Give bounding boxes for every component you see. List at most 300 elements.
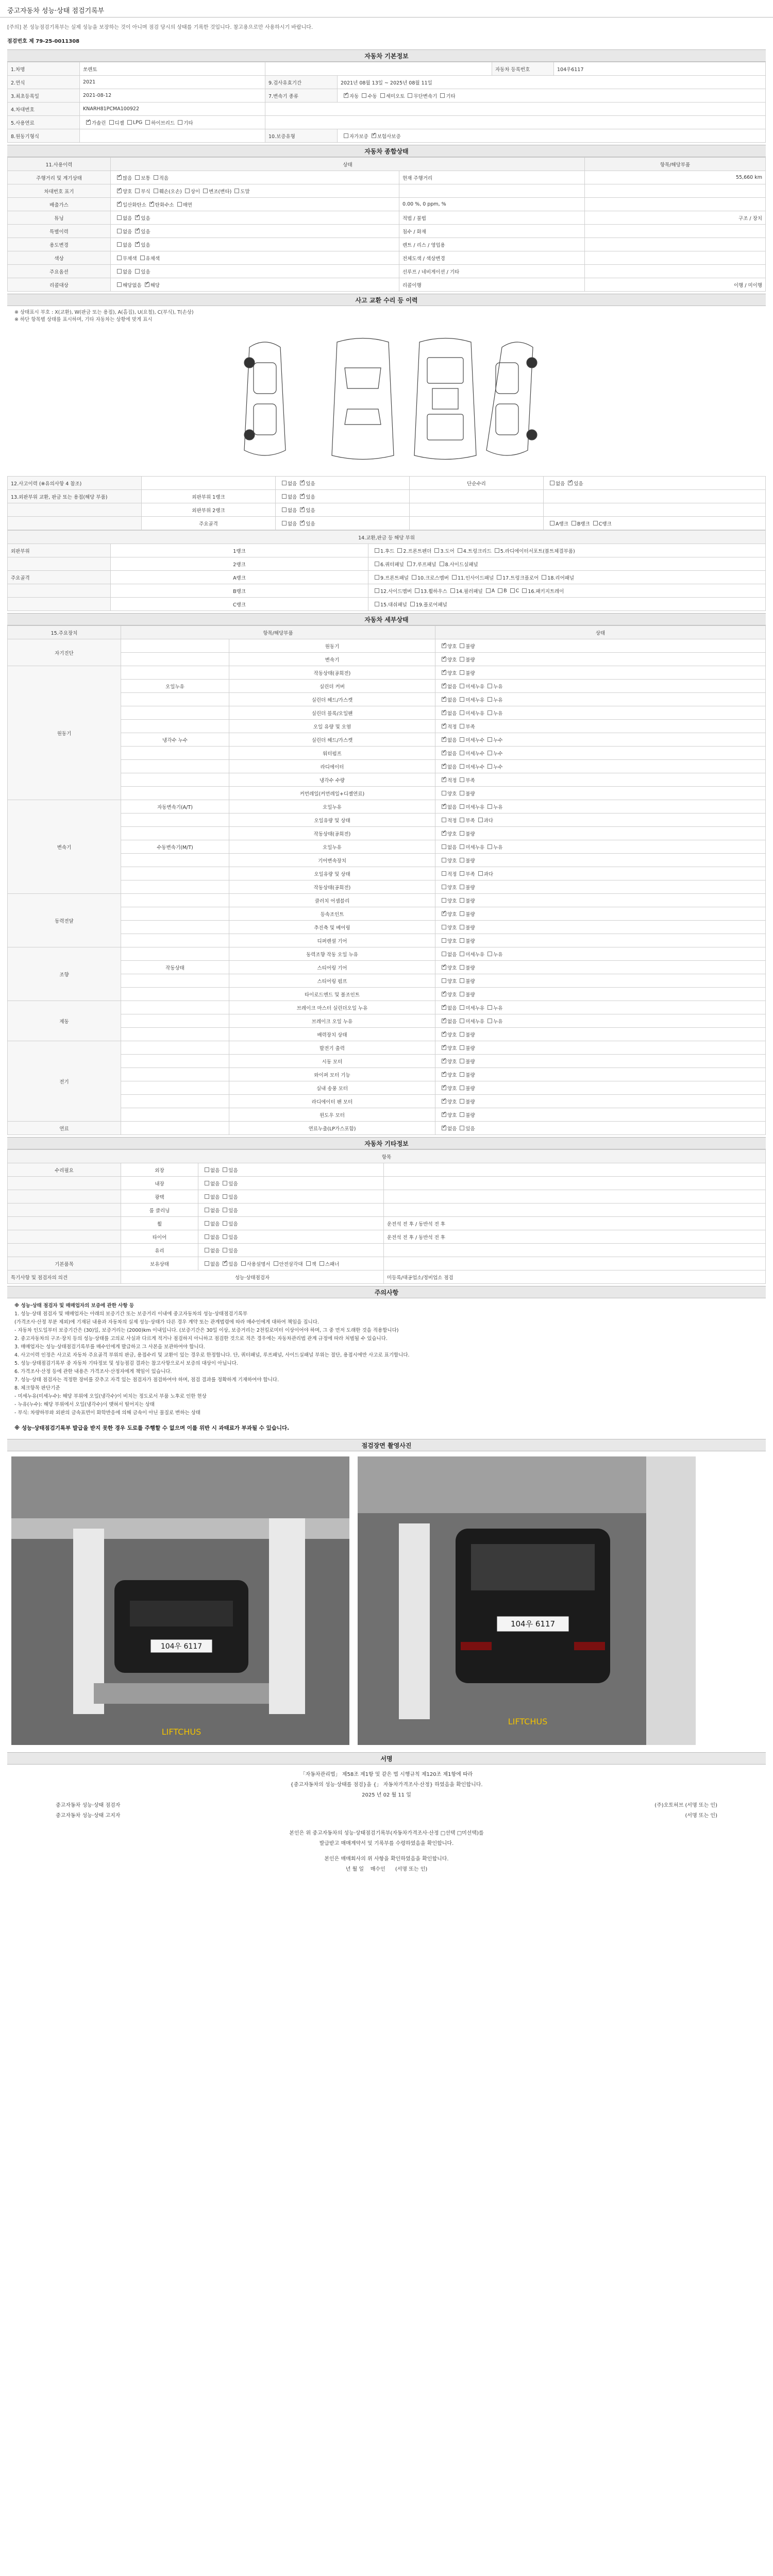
- checkbox: [460, 710, 464, 715]
- checkbox-label: 없음: [447, 751, 457, 757]
- general-row-label: 특별이력: [8, 225, 111, 238]
- detail-item: 발전기 출력: [229, 1041, 435, 1055]
- checkbox-label: A: [491, 588, 495, 594]
- checkbox-label: 적정: [447, 777, 457, 784]
- detail-status: [435, 706, 766, 720]
- checkbox-label: 없음: [288, 494, 297, 500]
- general-col-status: 상태: [111, 158, 585, 171]
- checkbox-label: 안전삼각대: [279, 1261, 303, 1267]
- general-row-note: 현재 주행거리: [399, 171, 585, 184]
- detail-item: 변속기: [229, 653, 435, 666]
- checkbox: [300, 521, 305, 526]
- checkbox: [178, 120, 182, 125]
- checkbox-label: 없음: [447, 844, 457, 851]
- note-line: 5. 성능·상태점검기록부 중 자동차 기타정보 및 성능점검 결과는 참고사항으로서 보증의 대상이 아닙니다.: [14, 1361, 238, 1366]
- checkbox-label: 양호: [447, 643, 457, 650]
- accident-legend-1: ※ 상태표시 부호 : X(교환), W(판금 또는 용접), A(흠집), U(요철), C(부식), T(손상): [14, 310, 194, 315]
- signature-line-1: 「자동차관리법」 제58조 제1항 및 같은 법 시행규칙 제120조 제1항에 따라: [300, 1772, 473, 1777]
- checkbox: [442, 1112, 446, 1117]
- accident-row-extra: [544, 477, 766, 490]
- checkbox-label: 없음: [210, 1234, 220, 1241]
- checkbox-label: 상이: [190, 189, 200, 195]
- other-item: 유리: [121, 1244, 198, 1257]
- checkbox: [460, 818, 464, 822]
- checkbox: [460, 1126, 464, 1130]
- detail-status: [435, 1041, 766, 1055]
- detail-status: [435, 1108, 766, 1122]
- detail-sub: [121, 907, 229, 921]
- checkbox-label: 부족: [465, 871, 475, 877]
- note-line: 6. 가격조사·산정 등에 관한 내용은 가격조사·산정자에게 책임이 있습니다.: [14, 1369, 172, 1375]
- accident-history-title: 사고 교환 수리 등 이력: [7, 294, 766, 306]
- checkbox-label: 무채색: [123, 256, 137, 262]
- detail-status: [435, 680, 766, 693]
- detail-item: 실린더 블록/오일팬: [229, 706, 435, 720]
- detail-sub: 냉각수 누수: [121, 733, 229, 747]
- checkbox: [460, 764, 464, 769]
- checkbox-label: 양호: [447, 1072, 457, 1078]
- accident-row-extra: [544, 490, 766, 503]
- checkbox: [344, 133, 348, 138]
- checkbox: [488, 697, 492, 702]
- parts-rank: A랭크: [111, 571, 368, 584]
- detail-sub: [121, 988, 229, 1001]
- parts-items: [368, 557, 766, 571]
- accident-legend-2: ※ 하단 항목별 상태를 표시하며, 기타 자동차는 상황에 맞게 표시: [14, 317, 153, 323]
- detail-status: [435, 988, 766, 1001]
- checkbox: [440, 93, 445, 98]
- checkbox-label: 적정: [447, 724, 457, 730]
- checkbox: [442, 925, 446, 929]
- checkbox: [117, 202, 122, 207]
- checkbox-label: 있음: [228, 1167, 238, 1174]
- detail-status: [435, 827, 766, 840]
- detail-item: 라디에이터 팬 모터: [229, 1095, 435, 1108]
- checkbox: [442, 643, 446, 648]
- checkbox-label: 있음: [306, 507, 315, 514]
- checkbox: [205, 1248, 209, 1252]
- checkbox: [408, 93, 412, 98]
- checkbox-label: 자동: [349, 93, 359, 99]
- checkbox-label: 15.대쉬패널: [380, 602, 407, 608]
- parts-row: [8, 598, 766, 611]
- other-row: [8, 1204, 766, 1217]
- checkbox-label: 있음: [228, 1181, 238, 1187]
- detail-sub: [121, 867, 229, 880]
- detail-group: 연료: [8, 1122, 121, 1135]
- detail-sub: [121, 1068, 229, 1081]
- checkbox: [460, 1099, 464, 1104]
- detail-row: [8, 947, 766, 961]
- checkbox: [460, 1045, 464, 1050]
- checkbox: [488, 844, 492, 849]
- inspect-period-value: 2021년 08월 13일 ~ 2025년 08월 11일: [338, 76, 766, 89]
- checkbox: [410, 602, 415, 606]
- detail-row: [8, 693, 766, 706]
- checkbox-label: 2.프론트펜더: [403, 548, 432, 554]
- checkbox: [442, 871, 446, 876]
- detail-group: 조향: [8, 947, 121, 1001]
- plate-rear: 104우 6117: [510, 1619, 556, 1629]
- detail-item: 오일누유: [229, 840, 435, 854]
- checkbox-label: 미세누유: [465, 844, 485, 851]
- checkbox-label: 9.프론트패널: [380, 575, 409, 581]
- checkbox-label: 도말: [240, 189, 250, 195]
- checkbox-label: 보통: [141, 175, 150, 181]
- other-extra: [384, 1204, 766, 1217]
- checkbox-label: 탄화수소: [155, 202, 174, 208]
- checkbox-label: 불량: [465, 831, 475, 837]
- detail-sub: [121, 1001, 229, 1014]
- checkbox-label: 많음: [123, 175, 132, 181]
- detail-status: [435, 1122, 766, 1135]
- checkbox: [375, 575, 379, 580]
- checkbox: [135, 215, 140, 220]
- detail-sub: [121, 1055, 229, 1068]
- checkbox: [460, 791, 464, 795]
- detail-row: [8, 854, 766, 867]
- checkbox: [223, 1221, 227, 1226]
- inspection-photo-front: [11, 1456, 349, 1745]
- detail-sub: [121, 666, 229, 680]
- detail-status: [435, 800, 766, 814]
- checkbox: [495, 548, 499, 553]
- general-row-value: [585, 265, 766, 278]
- checkbox-label: 3.도어: [440, 548, 455, 554]
- detail-status: [435, 760, 766, 773]
- checkbox-label: 불량: [465, 670, 475, 676]
- confirm-line-2: 발급받고 매매계약서 및 기록부를 수령하였음을 확인합니다.: [319, 1841, 454, 1846]
- detail-item: 실린더 헤드/가스켓: [229, 733, 435, 747]
- checkbox: [460, 952, 464, 956]
- detail-sub: [121, 814, 229, 827]
- detail-status: [435, 814, 766, 827]
- other-item: 광택: [121, 1190, 198, 1204]
- other-options: [198, 1204, 384, 1217]
- checkbox: [407, 562, 412, 566]
- checkbox-label: 양호: [447, 831, 457, 837]
- detail-row: [8, 1014, 766, 1028]
- general-row: [8, 265, 766, 278]
- checkbox: [572, 521, 576, 526]
- detail-status: [435, 1095, 766, 1108]
- confirm-date: [14, 1865, 759, 1875]
- checkbox-label: C: [515, 588, 519, 594]
- detail-row: [8, 787, 766, 800]
- checkbox: [135, 242, 140, 247]
- warranty-label: 10.보증유형: [265, 129, 338, 143]
- notes-head: ※ 성능·상태 점검자 및 매매업자의 보증에 관한 사항 등: [14, 1303, 135, 1309]
- checkbox-label: 있음: [141, 242, 150, 248]
- note-line: - 부식: 차량하부와 외판의 금속표면이 화학반응에 의해 금속이 아닌 물질로 변하는 상태: [14, 1410, 201, 1416]
- doc-number-label: 점검번호: [7, 39, 27, 44]
- general-row: [8, 171, 766, 184]
- checkbox-label: 사용설명서: [246, 1261, 271, 1267]
- general-row-options: [111, 171, 399, 184]
- first-reg-label: 3.최초등록일: [8, 89, 80, 103]
- checkbox: [460, 978, 464, 983]
- checkbox-label: 있음: [306, 521, 315, 527]
- detail-sub: [121, 827, 229, 840]
- checkbox: [397, 548, 402, 553]
- notifier-sign: (서명 또는 인): [685, 1813, 717, 1819]
- checkbox: [145, 120, 150, 125]
- checkbox: [460, 1019, 464, 1023]
- checkbox: [442, 1099, 446, 1104]
- detail-status: [435, 693, 766, 706]
- checkbox: [117, 269, 122, 274]
- checkbox: [372, 133, 376, 138]
- detail-status: [435, 666, 766, 680]
- notifier-label: 중고자동차 성능·상태 고지자: [56, 1813, 121, 1819]
- checkbox: [542, 575, 546, 580]
- detail-item: 오일유량 및 상태: [229, 814, 435, 827]
- other-extra: [384, 1244, 766, 1257]
- checkbox-label: 과다: [483, 871, 494, 877]
- checkbox: [442, 791, 446, 795]
- detail-status: [435, 747, 766, 760]
- checkbox-label: 누유: [493, 844, 503, 851]
- detail-row: [8, 747, 766, 760]
- checkbox: [86, 120, 91, 125]
- checkbox: [460, 1059, 464, 1063]
- checkbox: [442, 858, 446, 862]
- notice-text: [주의] 본 성능점검기록부는 실제 성능을 보장하는 것이 아니며 점검 당시의 상태를 기록한 것입니다. 참고용으로만 사용하시기 바랍니다.: [7, 25, 313, 30]
- general-row-label: 색상: [8, 251, 111, 265]
- checkbox-label: 없음: [123, 229, 132, 235]
- checkbox-label: 미세누유: [465, 697, 485, 703]
- checkbox-label: 미세누수: [465, 764, 485, 770]
- other-item: 타이어: [121, 1230, 198, 1244]
- photos-block: [7, 1451, 766, 1750]
- detail-sub: [121, 760, 229, 773]
- general-row-label: 배출가스: [8, 198, 111, 211]
- checkbox: [223, 1167, 227, 1172]
- detail-item: 추진축 및 베어링: [229, 921, 435, 934]
- detail-item: 클러치 어셈블리: [229, 894, 435, 907]
- fuel-options: [80, 116, 265, 129]
- checkbox: [117, 215, 122, 220]
- detail-item: 타이로드엔드 및 볼조인트: [229, 988, 435, 1001]
- checkbox-label: 불량: [465, 1112, 475, 1118]
- detail-sub: [121, 773, 229, 787]
- general-row-label: 주요옵션: [8, 265, 111, 278]
- checkbox-label: 누수: [493, 737, 503, 743]
- other-info-title: 자동차 기타정보: [7, 1137, 766, 1149]
- other-row: [8, 1230, 766, 1244]
- checkbox-label: 있음: [228, 1194, 238, 1200]
- checkbox-label: 미세누유: [465, 1005, 485, 1011]
- checkbox: [460, 938, 464, 943]
- checkbox: [442, 952, 446, 956]
- detail-sub: [121, 894, 229, 907]
- checkbox-label: 있음: [141, 215, 150, 222]
- detail-item: 배력장치 상태: [229, 1028, 435, 1041]
- other-row: [8, 1177, 766, 1190]
- checkbox-label: 누수: [493, 764, 503, 770]
- detail-row: [8, 934, 766, 947]
- detail-row: [8, 720, 766, 733]
- checkbox-label: 4.트렁크리드: [463, 548, 492, 554]
- general-row-label: 튜닝: [8, 211, 111, 225]
- detail-row: [8, 1122, 766, 1135]
- detail-row: [8, 639, 766, 653]
- warranty-options: [338, 129, 766, 143]
- checkbox-label: 유채색: [145, 256, 160, 262]
- general-row: [8, 184, 766, 198]
- checkbox: [223, 1181, 227, 1185]
- checkbox: [460, 925, 464, 929]
- checkbox-label: 적음: [159, 175, 169, 181]
- checkbox: [460, 965, 464, 970]
- fuel-label: 5.사용연료: [8, 116, 80, 129]
- accident-row-options: [276, 477, 410, 490]
- detail-row: [8, 653, 766, 666]
- checkbox: [205, 1261, 209, 1266]
- checkbox-label: 적정: [447, 818, 457, 824]
- other-group: 수리필요: [8, 1163, 121, 1177]
- checkbox: [442, 751, 446, 755]
- lift-brand-rear: LIFTCHUS: [508, 1717, 548, 1726]
- checkbox-label: 무단변속기: [413, 93, 438, 99]
- reg-no-value: 104우6117: [554, 62, 766, 76]
- other-options: [198, 1190, 384, 1204]
- checkbox: [282, 494, 287, 499]
- detail-row: [8, 1095, 766, 1108]
- checkbox-label: 없음: [288, 507, 297, 514]
- general-row-value: 55,660 km: [585, 171, 766, 184]
- checkbox: [140, 256, 145, 260]
- note-line: 3. 매매업자는 성능·상태점검기록부를 매수인에게 발급하고 그 사본을 보관하여야 합니다.: [14, 1344, 205, 1350]
- checkbox-label: 없음: [210, 1261, 220, 1267]
- other-item: 휠: [121, 1217, 198, 1230]
- detail-sub: 수동변속기(M/T): [121, 840, 229, 854]
- detail-status: [435, 907, 766, 921]
- detail-row: [8, 1068, 766, 1081]
- checkbox-label: 보험사보증: [377, 133, 401, 140]
- checkbox: [442, 1072, 446, 1077]
- detail-sub: 오일누유: [121, 680, 229, 693]
- detail-row: [8, 1041, 766, 1055]
- detail-status: [435, 1014, 766, 1028]
- general-status-table: [7, 157, 766, 292]
- inspect-period-label: 9.검사유효기간: [265, 76, 338, 89]
- general-row-label: 주행거리 및 계기상태: [8, 171, 111, 184]
- detail-sub: [121, 787, 229, 800]
- checkbox-label: 불량: [465, 791, 475, 797]
- general-row-value: [585, 251, 766, 265]
- other-extra: 운전석 전 후 / 동반석 전 후: [384, 1230, 766, 1244]
- detail-item: 커먼레일(커먼레일+디젤연료): [229, 787, 435, 800]
- checkbox: [177, 202, 182, 207]
- detail-row: [8, 760, 766, 773]
- checkbox: [442, 1059, 446, 1063]
- checkbox-label: 불량: [465, 911, 475, 918]
- accident-row: [8, 490, 766, 503]
- accident-table: [7, 476, 766, 530]
- checkbox: [117, 189, 122, 193]
- detail-group: 원동기: [8, 666, 121, 800]
- notes-block: [7, 1298, 766, 1422]
- accident-row-sub: 외판부위 1랭크: [142, 490, 276, 503]
- detail-item: 동력조향 작동 오일 누유: [229, 947, 435, 961]
- checkbox-label: 양호: [447, 657, 457, 663]
- checkbox: [442, 1019, 446, 1023]
- checkbox: [488, 1019, 492, 1023]
- checkbox: [460, 777, 464, 782]
- general-row-options: [111, 265, 399, 278]
- checkbox-label: 수동: [367, 93, 377, 99]
- detail-sub: [121, 1108, 229, 1122]
- checkbox-label: 미세누유: [465, 684, 485, 690]
- checkbox-label: 6.쿼터패널: [380, 562, 404, 568]
- detail-sub: [121, 1095, 229, 1108]
- checkbox: [550, 481, 554, 485]
- general-row: [8, 225, 766, 238]
- checkbox-label: 누유: [493, 1005, 503, 1011]
- accident-row-label: [8, 503, 142, 517]
- parts-table: [7, 530, 766, 611]
- signature-title: 서명: [7, 1752, 766, 1765]
- parts-group: 외판부위: [8, 544, 111, 557]
- note-line: - 누유(누수): 해당 부위에서 오일(냉각수)이 맺혀서 떨어지는 상태: [14, 1402, 155, 1408]
- checkbox-label: 미세누유: [465, 710, 485, 717]
- checkbox: [442, 911, 446, 916]
- detail-item: 원동기: [229, 639, 435, 653]
- gearbox-label: 7.변속기 종류: [265, 89, 338, 103]
- checkbox: [442, 992, 446, 996]
- checkbox: [282, 481, 287, 485]
- notes-warning: ※ 성능·상태점검기록부 발급을 받지 못한 경우 도로를 주행할 수 없으며 이를 위반 시 과태료가 부과될 수 있습니다.: [14, 1425, 290, 1431]
- checkbox-label: 있음: [228, 1261, 238, 1267]
- detail-col-status: 상태: [435, 626, 766, 639]
- checkbox-label: 미세누유: [465, 1019, 485, 1025]
- detail-status: [435, 653, 766, 666]
- checkbox-label: 없음: [447, 764, 457, 770]
- checkbox-label: 일산화탄소: [123, 202, 146, 208]
- checkbox-label: 7.루프패널: [412, 562, 436, 568]
- parts-items: [368, 544, 766, 557]
- accident-row-right-label: 단순수리: [410, 477, 544, 490]
- checkbox-label: A랭크: [556, 521, 568, 527]
- photo-rear-svg: [358, 1456, 696, 1745]
- general-status-title: 자동차 종합상태: [7, 145, 766, 157]
- checkbox: [135, 269, 140, 274]
- checkbox: [452, 575, 457, 580]
- general-row-options: [111, 251, 399, 265]
- general-row-value: [585, 198, 766, 211]
- detail-sub: [121, 974, 229, 988]
- checkbox-label: 없음: [447, 1005, 457, 1011]
- checkbox: [223, 1208, 227, 1212]
- detail-group: 제동: [8, 1001, 121, 1041]
- detail-sub: [121, 1041, 229, 1055]
- checkbox: [205, 1221, 209, 1226]
- checkbox: [442, 804, 446, 809]
- other-row: [8, 1190, 766, 1204]
- checkbox-label: 잭: [311, 1261, 316, 1267]
- detail-status: [435, 1068, 766, 1081]
- checkbox: [442, 777, 446, 782]
- detail-status: [435, 1081, 766, 1095]
- checkbox: [460, 1072, 464, 1077]
- detail-sub: [121, 921, 229, 934]
- checkbox-label: 없음: [447, 710, 457, 717]
- general-row-note: 침수 / 화재: [399, 225, 585, 238]
- detail-row: [8, 706, 766, 720]
- note-line: 1. 성능·상태 점검자 및 매매업자는 아래의 보증기간 또는 보증거리 이내에 중고자동차의 성능·상태점검기록부: [14, 1311, 248, 1317]
- checkbox: [460, 871, 464, 876]
